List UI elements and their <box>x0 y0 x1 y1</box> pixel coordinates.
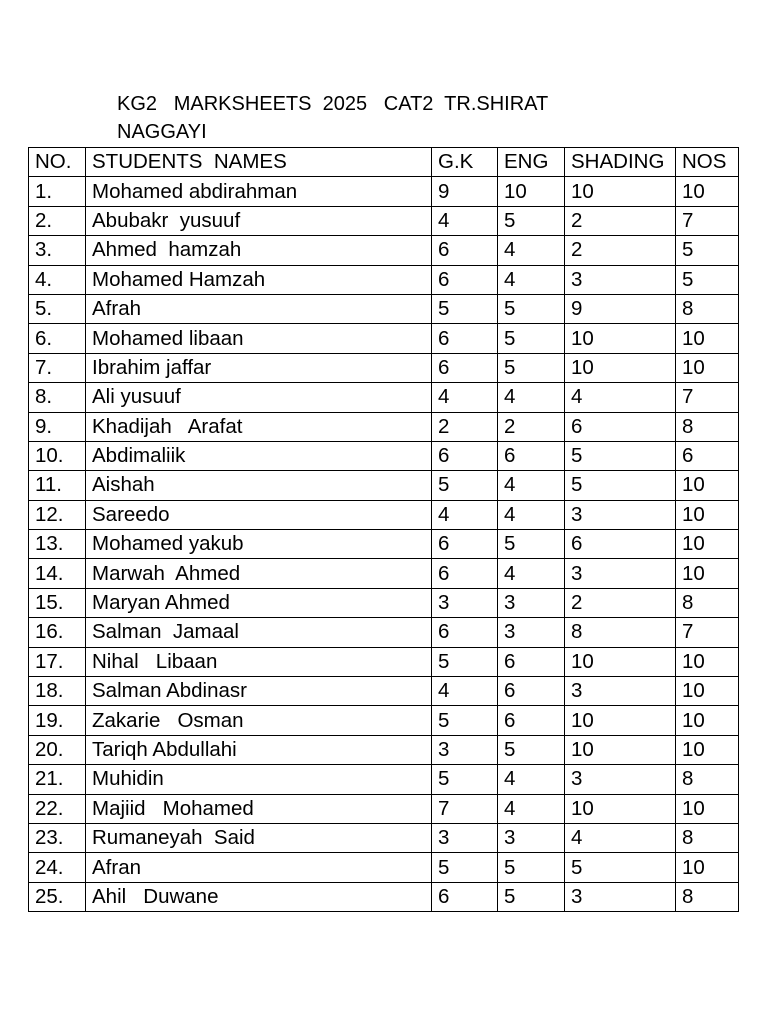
cell-no: 3. <box>29 236 86 265</box>
cell-no: 12. <box>29 500 86 529</box>
cell-shading: 6 <box>565 412 676 441</box>
cell-no: 23. <box>29 823 86 852</box>
table-row <box>29 177 739 206</box>
cell-shading: 8 <box>565 618 676 647</box>
cell-no: 17. <box>29 647 86 676</box>
table-row <box>29 618 739 647</box>
cell-eng: 5 <box>498 882 565 911</box>
table-row <box>29 794 739 823</box>
cell-gk: 6 <box>432 236 498 265</box>
cell-gk: 3 <box>432 588 498 617</box>
cell-shading: 9 <box>565 294 676 323</box>
cell-no: 20. <box>29 735 86 764</box>
cell-shading: 3 <box>565 677 676 706</box>
cell-student-name: Aishah <box>86 471 432 500</box>
table-row <box>29 236 739 265</box>
cell-no: 8. <box>29 383 86 412</box>
cell-nos: 10 <box>676 647 739 676</box>
cell-eng: 4 <box>498 471 565 500</box>
cell-student-name: Mohamed abdirahman <box>86 177 432 206</box>
cell-gk: 6 <box>432 353 498 382</box>
cell-eng: 6 <box>498 441 565 470</box>
cell-no: 22. <box>29 794 86 823</box>
cell-nos: 7 <box>676 206 739 235</box>
header-gk: G.K <box>432 148 498 177</box>
cell-eng: 4 <box>498 265 565 294</box>
cell-eng: 3 <box>498 588 565 617</box>
cell-gk: 6 <box>432 882 498 911</box>
cell-shading: 3 <box>565 500 676 529</box>
table-row <box>29 735 739 764</box>
cell-eng: 5 <box>498 735 565 764</box>
table-row <box>29 441 739 470</box>
cell-nos: 5 <box>676 265 739 294</box>
table-row <box>29 559 739 588</box>
header-shading: SHADING <box>565 148 676 177</box>
cell-shading: 5 <box>565 441 676 470</box>
cell-eng: 4 <box>498 383 565 412</box>
cell-student-name: Nihal Libaan <box>86 647 432 676</box>
cell-no: 7. <box>29 353 86 382</box>
cell-eng: 5 <box>498 353 565 382</box>
cell-no: 15. <box>29 588 86 617</box>
cell-gk: 6 <box>432 530 498 559</box>
cell-gk: 6 <box>432 324 498 353</box>
marksheet-table <box>28 147 739 912</box>
cell-eng: 5 <box>498 324 565 353</box>
cell-nos: 10 <box>676 706 739 735</box>
table-row <box>29 353 739 382</box>
cell-gk: 6 <box>432 559 498 588</box>
cell-student-name: Ahil Duwane <box>86 882 432 911</box>
cell-shading: 5 <box>565 471 676 500</box>
cell-student-name: Sareedo <box>86 500 432 529</box>
cell-eng: 10 <box>498 177 565 206</box>
cell-student-name: Mohamed libaan <box>86 324 432 353</box>
cell-nos: 8 <box>676 588 739 617</box>
cell-student-name: Mohamed yakub <box>86 530 432 559</box>
cell-eng: 4 <box>498 765 565 794</box>
header-row <box>29 148 739 177</box>
cell-nos: 10 <box>676 500 739 529</box>
cell-nos: 7 <box>676 383 739 412</box>
cell-student-name: Ibrahim jaffar <box>86 353 432 382</box>
cell-nos: 10 <box>676 324 739 353</box>
cell-shading: 10 <box>565 177 676 206</box>
cell-gk: 6 <box>432 618 498 647</box>
cell-eng: 6 <box>498 706 565 735</box>
header-nos: NOS <box>676 148 739 177</box>
cell-nos: 8 <box>676 882 739 911</box>
cell-student-name: Ali yusuuf <box>86 383 432 412</box>
cell-gk: 5 <box>432 294 498 323</box>
cell-nos: 6 <box>676 441 739 470</box>
cell-student-name: Muhidin <box>86 765 432 794</box>
cell-no: 4. <box>29 265 86 294</box>
cell-student-name: Salman Abdinasr <box>86 677 432 706</box>
cell-eng: 5 <box>498 853 565 882</box>
table-row <box>29 588 739 617</box>
table-row <box>29 412 739 441</box>
cell-student-name: Afran <box>86 853 432 882</box>
cell-eng: 3 <box>498 618 565 647</box>
cell-gk: 3 <box>432 823 498 852</box>
cell-no: 19. <box>29 706 86 735</box>
cell-gk: 4 <box>432 383 498 412</box>
cell-no: 2. <box>29 206 86 235</box>
cell-student-name: Zakarie Osman <box>86 706 432 735</box>
cell-eng: 5 <box>498 206 565 235</box>
cell-student-name: Afrah <box>86 294 432 323</box>
table-row <box>29 882 739 911</box>
cell-nos: 10 <box>676 853 739 882</box>
cell-gk: 9 <box>432 177 498 206</box>
table-row <box>29 471 739 500</box>
cell-gk: 5 <box>432 471 498 500</box>
cell-shading: 4 <box>565 823 676 852</box>
cell-shading: 10 <box>565 324 676 353</box>
cell-nos: 5 <box>676 236 739 265</box>
table-row <box>29 823 739 852</box>
cell-gk: 4 <box>432 677 498 706</box>
cell-eng: 4 <box>498 236 565 265</box>
cell-nos: 8 <box>676 412 739 441</box>
table-row <box>29 294 739 323</box>
table-row <box>29 265 739 294</box>
cell-nos: 10 <box>676 794 739 823</box>
cell-shading: 3 <box>565 765 676 794</box>
cell-student-name: Khadijah Arafat <box>86 412 432 441</box>
cell-eng: 6 <box>498 647 565 676</box>
cell-gk: 5 <box>432 853 498 882</box>
cell-no: 11. <box>29 471 86 500</box>
cell-shading: 10 <box>565 735 676 764</box>
cell-shading: 10 <box>565 353 676 382</box>
cell-shading: 10 <box>565 706 676 735</box>
cell-no: 18. <box>29 677 86 706</box>
header-eng: ENG <box>498 148 565 177</box>
cell-gk: 4 <box>432 500 498 529</box>
cell-nos: 10 <box>676 735 739 764</box>
cell-eng: 4 <box>498 794 565 823</box>
cell-shading: 2 <box>565 236 676 265</box>
cell-eng: 2 <box>498 412 565 441</box>
cell-shading: 2 <box>565 588 676 617</box>
cell-no: 24. <box>29 853 86 882</box>
cell-gk: 5 <box>432 765 498 794</box>
cell-gk: 4 <box>432 206 498 235</box>
document-title <box>117 90 637 146</box>
cell-eng: 5 <box>498 530 565 559</box>
cell-student-name: Marwah Ahmed <box>86 559 432 588</box>
cell-no: 5. <box>29 294 86 323</box>
cell-shading: 3 <box>565 882 676 911</box>
cell-student-name: Majiid Mohamed <box>86 794 432 823</box>
cell-nos: 8 <box>676 765 739 794</box>
table-header <box>29 148 739 177</box>
cell-student-name: Abubakr yusuuf <box>86 206 432 235</box>
table-body <box>29 177 739 912</box>
cell-no: 25. <box>29 882 86 911</box>
cell-gk: 6 <box>432 265 498 294</box>
title-line-1: KG2 MARKSHEETS 2025 CAT2 TR.SHIRAT <box>117 93 549 115</box>
cell-gk: 5 <box>432 706 498 735</box>
cell-shading: 2 <box>565 206 676 235</box>
cell-no: 14. <box>29 559 86 588</box>
cell-nos: 8 <box>676 294 739 323</box>
header-no: NO. <box>29 148 86 177</box>
table-row <box>29 677 739 706</box>
cell-eng: 6 <box>498 677 565 706</box>
cell-nos: 10 <box>676 530 739 559</box>
cell-nos: 7 <box>676 618 739 647</box>
cell-nos: 10 <box>676 559 739 588</box>
cell-no: 10. <box>29 441 86 470</box>
cell-eng: 4 <box>498 500 565 529</box>
table-row <box>29 853 739 882</box>
cell-gk: 2 <box>432 412 498 441</box>
cell-no: 6. <box>29 324 86 353</box>
cell-shading: 10 <box>565 794 676 823</box>
cell-nos: 10 <box>676 353 739 382</box>
cell-nos: 10 <box>676 471 739 500</box>
cell-gk: 5 <box>432 647 498 676</box>
cell-no: 13. <box>29 530 86 559</box>
cell-student-name: Tariqh Abdullahi <box>86 735 432 764</box>
table-row <box>29 530 739 559</box>
cell-gk: 3 <box>432 735 498 764</box>
cell-student-name: Abdimaliik <box>86 441 432 470</box>
cell-nos: 8 <box>676 823 739 852</box>
cell-gk: 6 <box>432 441 498 470</box>
table-row <box>29 324 739 353</box>
table-row <box>29 765 739 794</box>
cell-no: 21. <box>29 765 86 794</box>
cell-shading: 5 <box>565 853 676 882</box>
cell-eng: 5 <box>498 294 565 323</box>
cell-no: 9. <box>29 412 86 441</box>
cell-no: 16. <box>29 618 86 647</box>
cell-nos: 10 <box>676 177 739 206</box>
cell-nos: 10 <box>676 677 739 706</box>
cell-shading: 6 <box>565 530 676 559</box>
cell-eng: 4 <box>498 559 565 588</box>
cell-eng: 3 <box>498 823 565 852</box>
title-line-2: NAGGAYI <box>117 121 207 143</box>
header-student-names: STUDENTS NAMES <box>86 148 432 177</box>
table-row <box>29 383 739 412</box>
table-row <box>29 706 739 735</box>
cell-shading: 3 <box>565 265 676 294</box>
cell-student-name: Ahmed hamzah <box>86 236 432 265</box>
cell-student-name: Salman Jamaal <box>86 618 432 647</box>
cell-student-name: Rumaneyah Said <box>86 823 432 852</box>
cell-shading: 4 <box>565 383 676 412</box>
cell-student-name: Mohamed Hamzah <box>86 265 432 294</box>
cell-shading: 10 <box>565 647 676 676</box>
cell-student-name: Maryan Ahmed <box>86 588 432 617</box>
table-row <box>29 500 739 529</box>
cell-no: 1. <box>29 177 86 206</box>
cell-gk: 7 <box>432 794 498 823</box>
table-row <box>29 206 739 235</box>
cell-shading: 3 <box>565 559 676 588</box>
table-row <box>29 647 739 676</box>
